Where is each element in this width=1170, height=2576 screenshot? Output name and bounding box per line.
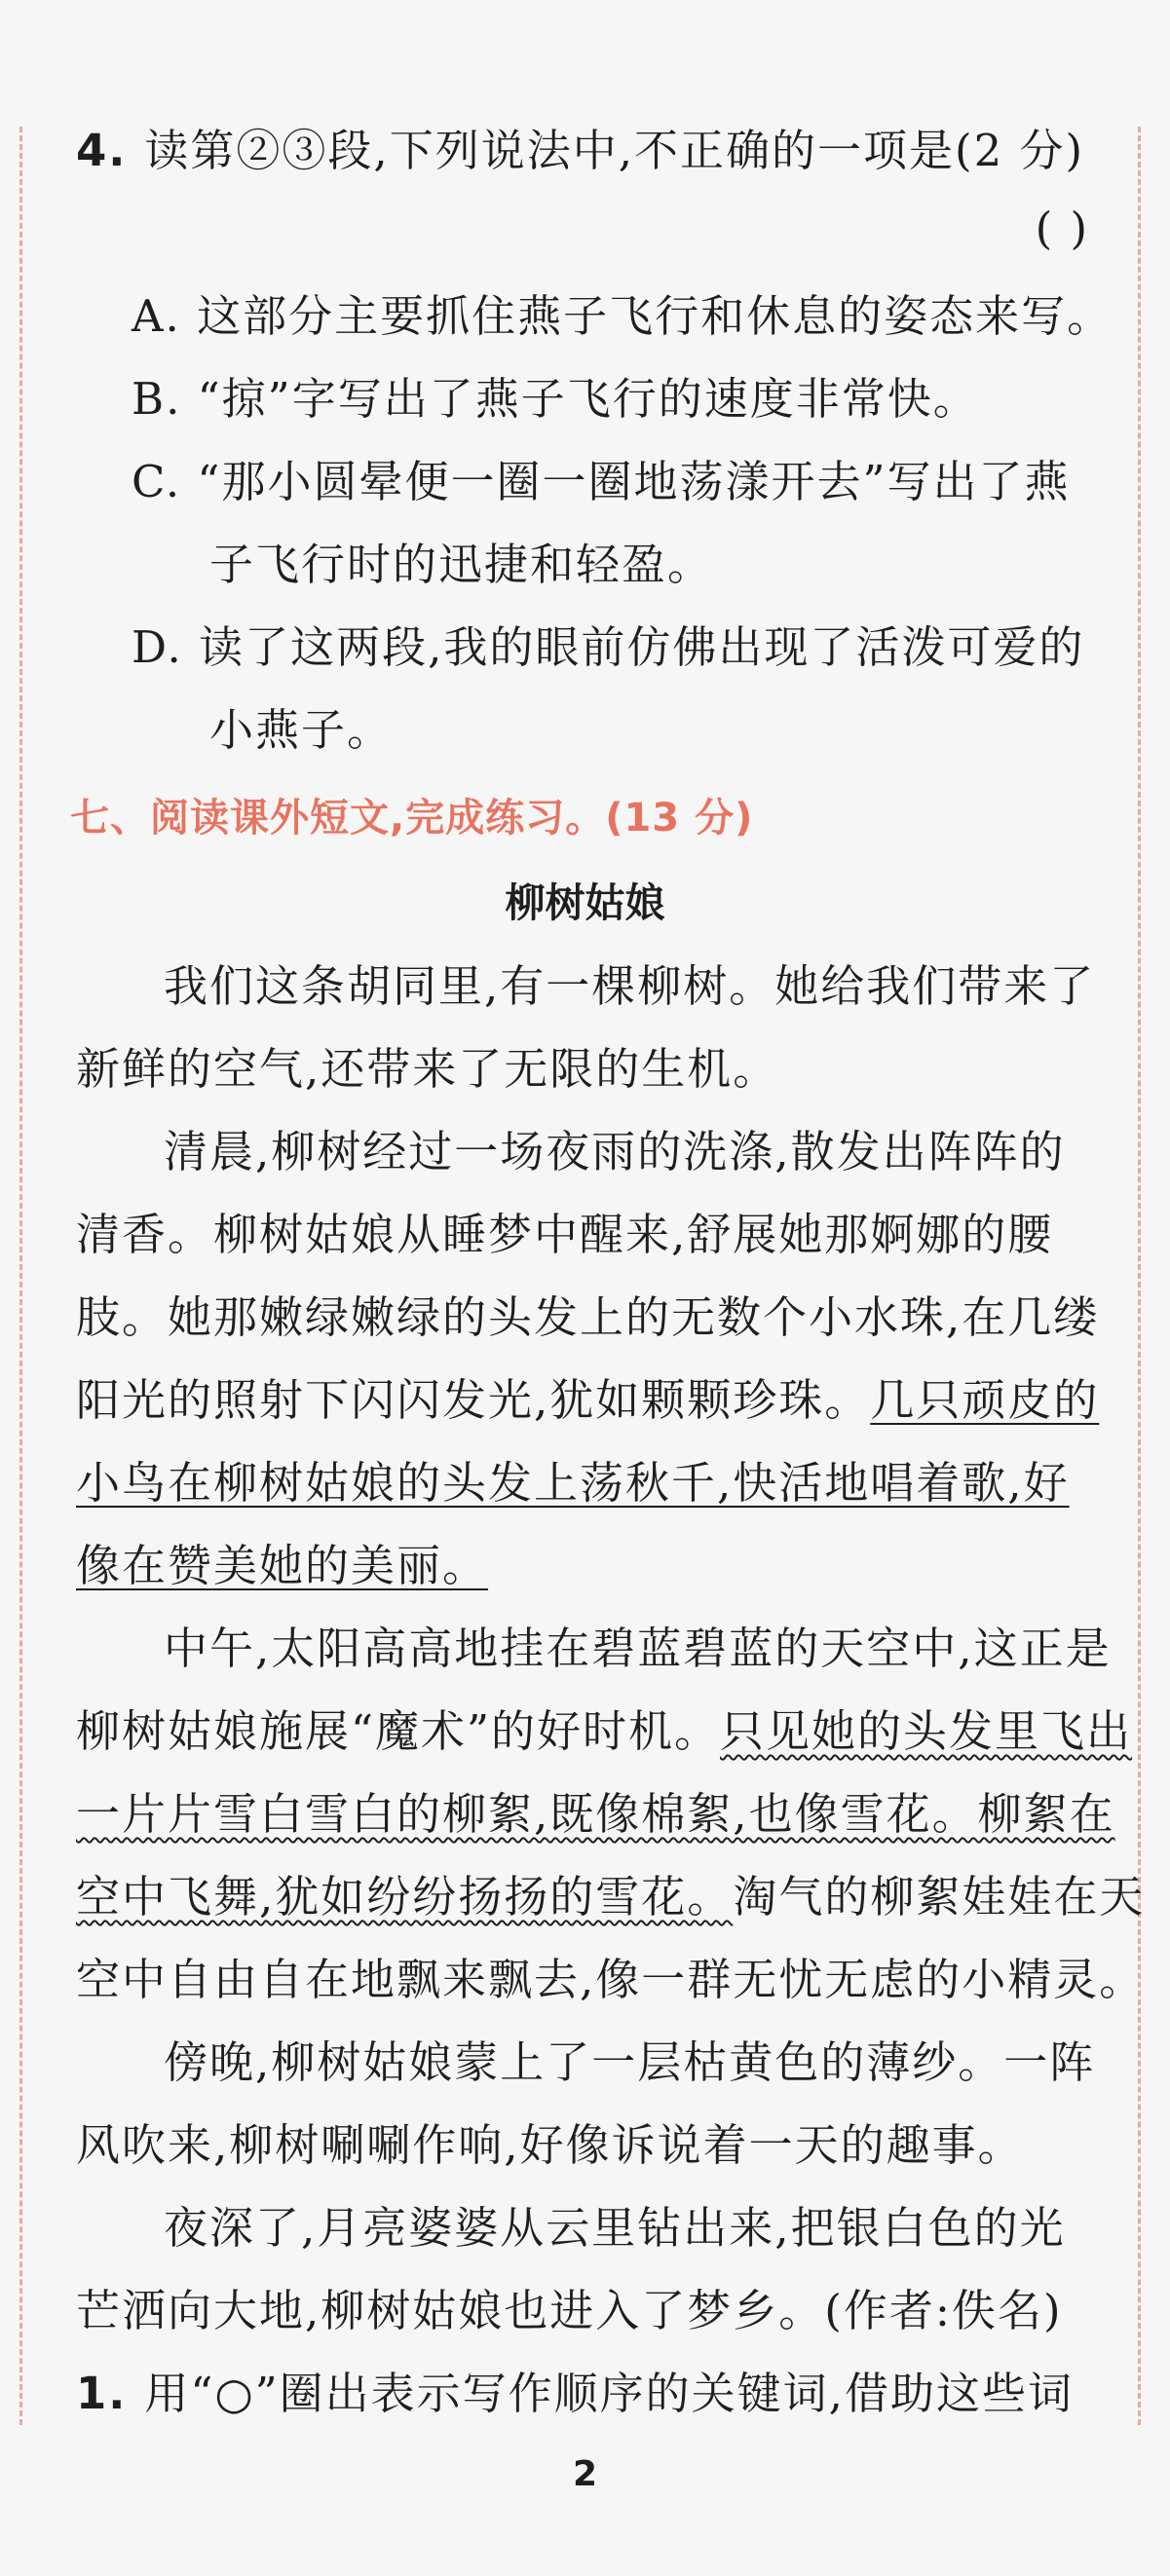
p2-underlined-start: 几只顽皮的	[870, 1374, 1100, 1426]
q4-answer-paren: ( )	[1035, 203, 1089, 254]
p4-line2: 风吹来,柳树唰唰作响,好像诉说着一天的趣事。	[76, 2119, 1024, 2171]
p5-line1: 夜深了,月亮婆婆从云里钻出来,把银白色的光	[164, 2202, 1066, 2254]
q4-option-d-line2: 小燕子。	[209, 704, 394, 756]
p5-line2: 芒洒向大地,柳树姑娘也进入了梦乡。(作者:佚名)	[76, 2285, 1063, 2336]
p2-line1: 清晨,柳树经过一场夜雨的洗涤,散发出阵阵的	[164, 1126, 1066, 1177]
s7-q1-number: 1.	[76, 2368, 128, 2419]
p2-line6	[76, 1537, 1109, 1595]
p3-line5: 空中自由自在地飘来飘去,像一群无忧无虑的小精灵。	[76, 1954, 1146, 2005]
p4-line1: 傍晚,柳树姑娘蒙上了一层枯黄色的薄纱。一阵	[164, 2036, 1096, 2088]
left-margin-rule	[19, 127, 22, 2425]
p2-line4	[76, 1371, 1109, 1430]
p1-line2: 新鲜的空气,还带来了无限的生机。	[76, 1043, 779, 1095]
p2-underlined-end: 像在赞美她的美丽。	[76, 1540, 489, 1591]
section-heading: 七、阅读课外短文,完成练习。(13 分)	[70, 796, 754, 840]
q4-number: 4.	[76, 125, 128, 176]
s7-q1-text: 用“○”圈出表示写作顺序的关键词,借助这些词	[144, 2368, 1074, 2419]
p3-line4-plain: 淘气的柳絮娃娃在天	[733, 1871, 1146, 1923]
p3-line3	[76, 1785, 1115, 1844]
p3-wavy-end: 空中飞舞,犹如纷纷扬扬的雪花。	[76, 1871, 734, 1923]
p3-line2-plain: 柳树姑娘施展“魔术”的好时机。	[76, 1705, 721, 1757]
p3-line1: 中午,太阳高高地挂在碧蓝碧蓝的天空中,这正是	[164, 1623, 1112, 1674]
p2-underlined-middle: 小鸟在柳树姑娘的头发上荡秋千,快活地唱着歌,好	[76, 1457, 1070, 1509]
q4-option-d-line1: D. 读了这两段,我的眼前仿佛出现了活泼可爱的	[132, 621, 1085, 673]
q4-text: 读第②③段,下列说法中,不正确的一项是(2 分)	[144, 125, 1085, 176]
p3-wavy-middle: 一片片雪白雪白的柳絮,既像棉絮,也像雪花。柳絮在	[76, 1788, 1115, 1840]
p2-line4-plain: 阳光的照射下闪闪发光,犹如颗颗珍珠。	[76, 1374, 871, 1426]
q4-option-c-line1: C. “那小圆晕便一圈一圈地荡漾开去”写出了燕	[132, 456, 1071, 507]
p3-line4	[76, 1868, 1146, 1926]
q4-option-a: A. 这部分主要抓住燕子飞行和休息的姿态来写。	[132, 290, 1113, 342]
page-number: 2	[572, 2454, 598, 2494]
p1-line1: 我们这条胡同里,有一棵柳树。她给我们带来了	[164, 960, 1096, 1012]
p3-wavy-start: 只见她的头发里飞出	[720, 1705, 1133, 1757]
p2-line3: 肢。她那嫩绿嫩绿的头发上的无数个小水珠,在几缕	[76, 1291, 1100, 1343]
passage-title: 柳树姑娘	[505, 879, 665, 926]
p2-line2: 清香。柳树姑娘从睡梦中醒来,舒展她那婀娜的腰	[76, 1209, 1054, 1260]
q4-option-b: B. “掠”字写出了燕子飞行的速度非常快。	[132, 373, 979, 425]
p3-line2	[76, 1702, 1133, 1761]
q4-option-c-line2: 子飞行时的迅捷和轻盈。	[209, 539, 714, 590]
q4-stem	[76, 122, 1109, 180]
p2-line5	[76, 1454, 1109, 1512]
s7-q1	[76, 2365, 1109, 2423]
